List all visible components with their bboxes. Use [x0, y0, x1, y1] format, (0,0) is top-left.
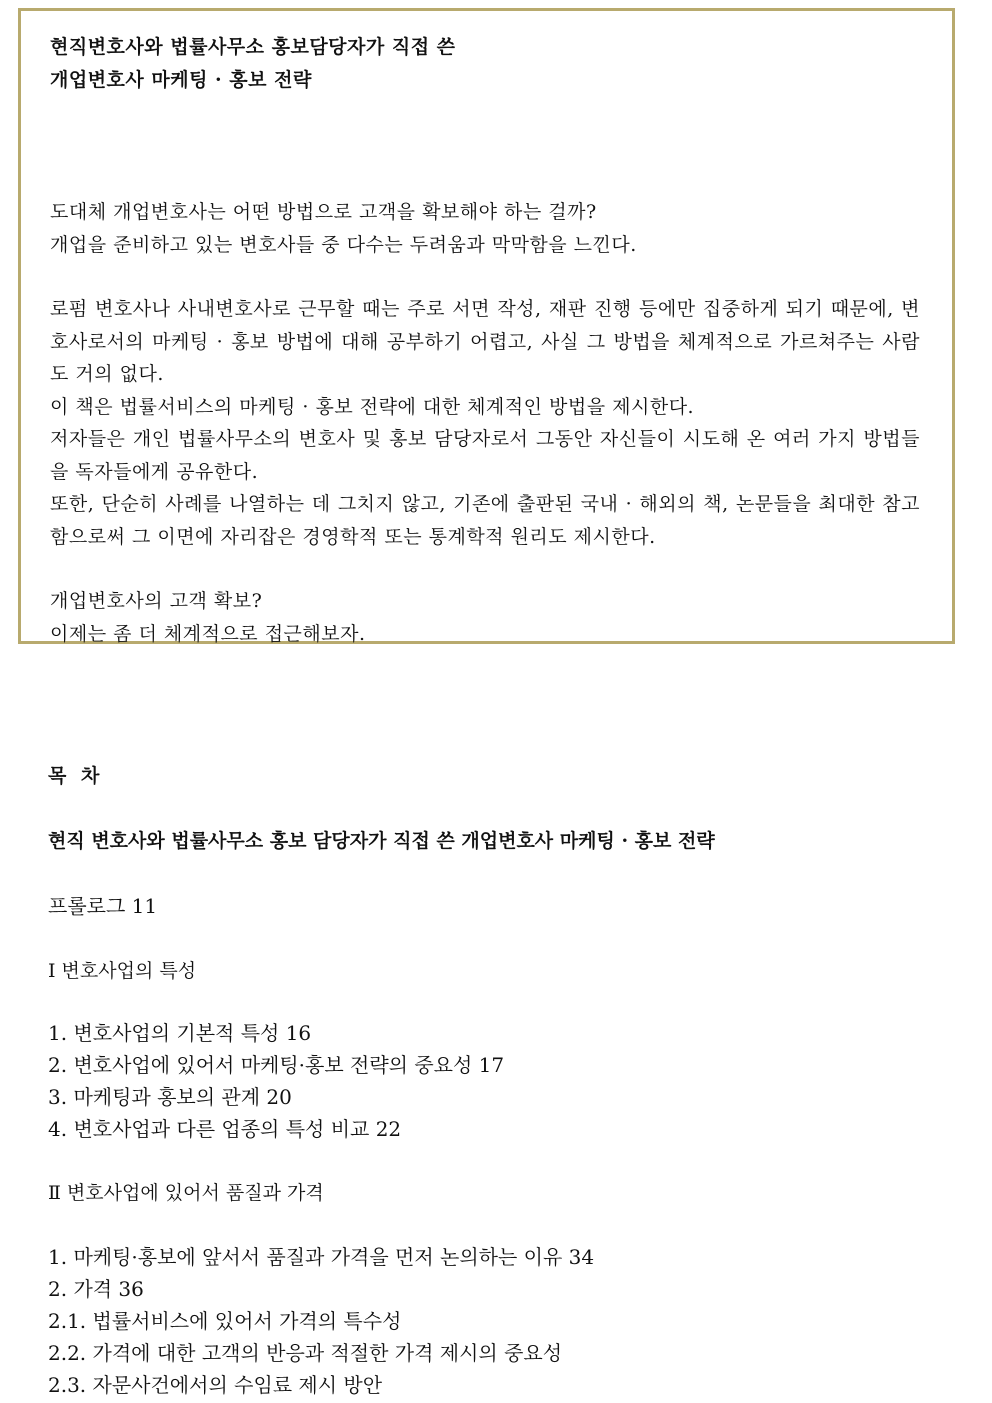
intro-paragraph-line: 이제는 좀 더 체계적으로 접근해보자.	[50, 622, 366, 645]
toc-item: 1. 변호사업의 기본적 특성 16	[48, 1021, 312, 1045]
intro-paragraph-line: 도대체 개업변호사는 어떤 방법으로 고객을 확보해야 하는 걸까?	[50, 201, 597, 223]
toc-part-items	[48, 1241, 594, 1401]
intro-title-line: 개업변호사 마케팅 · 홍보 전략	[50, 68, 312, 91]
toc-item: 2.1. 법률서비스에 있어서 가격의 특수성	[48, 1309, 402, 1333]
intro-paragraph-line: 개업변호사의 고객 확보?	[50, 590, 263, 612]
toc-book-title: 현직 변호사와 법률사무소 홍보 담당자가 직접 쓴 개업변호사 마케팅 · 홍보 전략	[48, 830, 715, 852]
intro-paragraph-line: 개업을 준비하고 있는 변호사들 중 다수는 두려움과 막막함을 느낀다.	[50, 233, 637, 256]
intro-paragraph-line: 이 책은 법률서비스의 마케팅 · 홍보 전략에 대한 체계적인 방법을 제시한다.	[50, 395, 695, 418]
intro-title-line: 현직변호사와 법률사무소 홍보담당자가 직접 쓴	[50, 36, 456, 58]
toc-part-title: Ⅱ 변호사업에 있어서 품질과 가격	[48, 1182, 324, 1204]
toc-item: 2.3. 자문사건에서의 수임료 제시 방안	[48, 1373, 383, 1397]
toc-item: 4. 변호사업과 다른 업종의 특성 비교 22	[48, 1117, 402, 1141]
toc-item: 3. 마케팅과 홍보의 관계 20	[48, 1085, 292, 1109]
toc-item: 2. 변호사업에 있어서 마케팅·홍보 전략의 중요성 17	[48, 1053, 505, 1077]
toc-part-items	[48, 1017, 504, 1145]
toc-item: 2. 가격 36	[48, 1277, 144, 1301]
toc-part-title: Ⅰ 변호사업의 특성	[48, 960, 197, 982]
table-of-contents	[48, 760, 948, 1397]
toc-heading: 목 차	[48, 765, 104, 787]
toc-prologue: 프롤로그 11	[48, 894, 158, 918]
toc-item: 1. 마케팅·홍보에 앞서서 품질과 가격을 먼저 논의하는 이유 34	[48, 1245, 595, 1269]
book-intro-content	[50, 31, 920, 650]
book-intro-box	[18, 8, 955, 644]
intro-paragraph-line: 저자들은 개인 법률사무소의 변호사 및 홍보 담당자로서 그동안 자신들이 시도해 온 여러 가지 방법들을 독자들에게 공유한다.	[50, 428, 920, 483]
intro-paragraph-line: 또한, 단순히 사례를 나열하는 데 그치지 않고, 기존에 출판된 국내 · 해외의 책, 논문들을 최대한 참고함으로써 그 이면에 자리잡은 경영학적 또는 통계학적 원리도 제시한다.	[50, 493, 920, 548]
toc-item: 2.2. 가격에 대한 고객의 반응과 적절한 가격 제시의 중요성	[48, 1341, 563, 1365]
intro-paragraph-line: 로펌 변호사나 사내변호사로 근무할 때는 주로 서면 작성, 재판 진행 등에만 집중하게 되기 때문에, 변호사로서의 마케팅 · 홍보 방법에 대해 공부하기 어렵고, 사실 그 방법을 체계적으로 가르쳐주는 사람도 거의 없다.	[50, 298, 920, 385]
